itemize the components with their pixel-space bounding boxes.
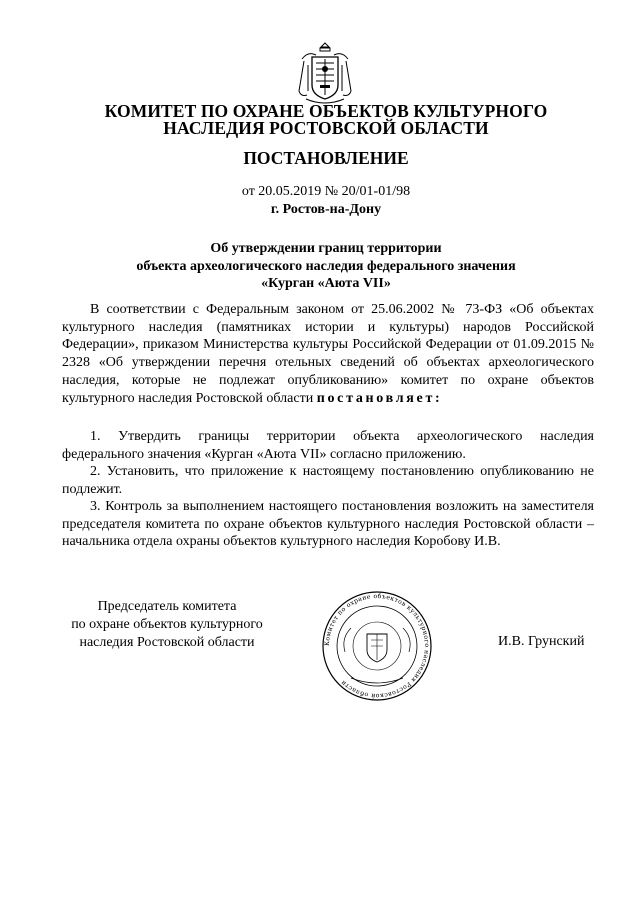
- subject-line1: Об утверждении границ территории: [210, 241, 442, 256]
- position-line3: наследия Ростовской области: [79, 635, 255, 650]
- signatory-name: И.В. Грунский: [498, 634, 585, 649]
- committee-name-line2: НАСЛЕДИЯ РОСТОВСКОЙ ОБЛАСТИ: [163, 118, 489, 138]
- round-seal-stamp-icon: [315, 590, 439, 702]
- preamble-text: В соответствии с Федеральным законом от 25.06.2002 № 73-ФЗ «Об объектах культурного наследия (памятниках истории и культуры) народов Российской Федерации», приказом Министерства культуры Российской Федерации от 01.09.2015 № 2328 «Об утверждении перечня отельных сведений об объектах археологического наследия, которые не подлежат опубликованию» комитет по охране объектов культурного наследия Ростовской области: [62, 302, 594, 406]
- decrees-word: постановляет:: [316, 390, 443, 406]
- signatory-position: [62, 598, 272, 652]
- document-subject: [40, 240, 612, 293]
- city-line: г. Ростов-на-Дону: [270, 202, 382, 217]
- date-number-line: от 20.05.2019 № 20/01-01/98: [241, 184, 411, 199]
- decree-item-3: 3. Контроль за выполнением настоящего постановления возложить на заместителя председателя комитета по охране объектов культурного наследия Ростовской области – начальника отдела охраны объектов культурного наследия Коробову И.В.: [62, 499, 594, 550]
- document-type: ПОСТАНОВЛЕНИЕ: [243, 148, 409, 168]
- coat-of-arms-icon: [294, 41, 356, 105]
- committee-name-line1: КОМИТЕТ ПО ОХРАНЕ ОБЪЕКТОВ КУЛЬТУРНОГО: [104, 101, 548, 121]
- subject-line2: объекта археологического наследия федерального значения: [136, 258, 516, 274]
- decree-item-1: 1. Утвердить границы территории объекта археологического наследия федерального значения «Курган «Аюта VII» согласно приложению.: [62, 429, 594, 462]
- position-line1: Председатель комитета: [97, 599, 237, 614]
- stamp-text: Комитет по охране объектов культурного наследия Ростовской области: [323, 592, 431, 700]
- decree-item-2: 2. Установить, что приложение к настоящему постановлению опубликованию не подлежит.: [62, 464, 594, 497]
- position-line2: по охране объектов культурного: [71, 617, 263, 632]
- preamble-paragraph: [62, 301, 594, 407]
- subject-line3: «Курган «Аюта VII»: [261, 276, 391, 291]
